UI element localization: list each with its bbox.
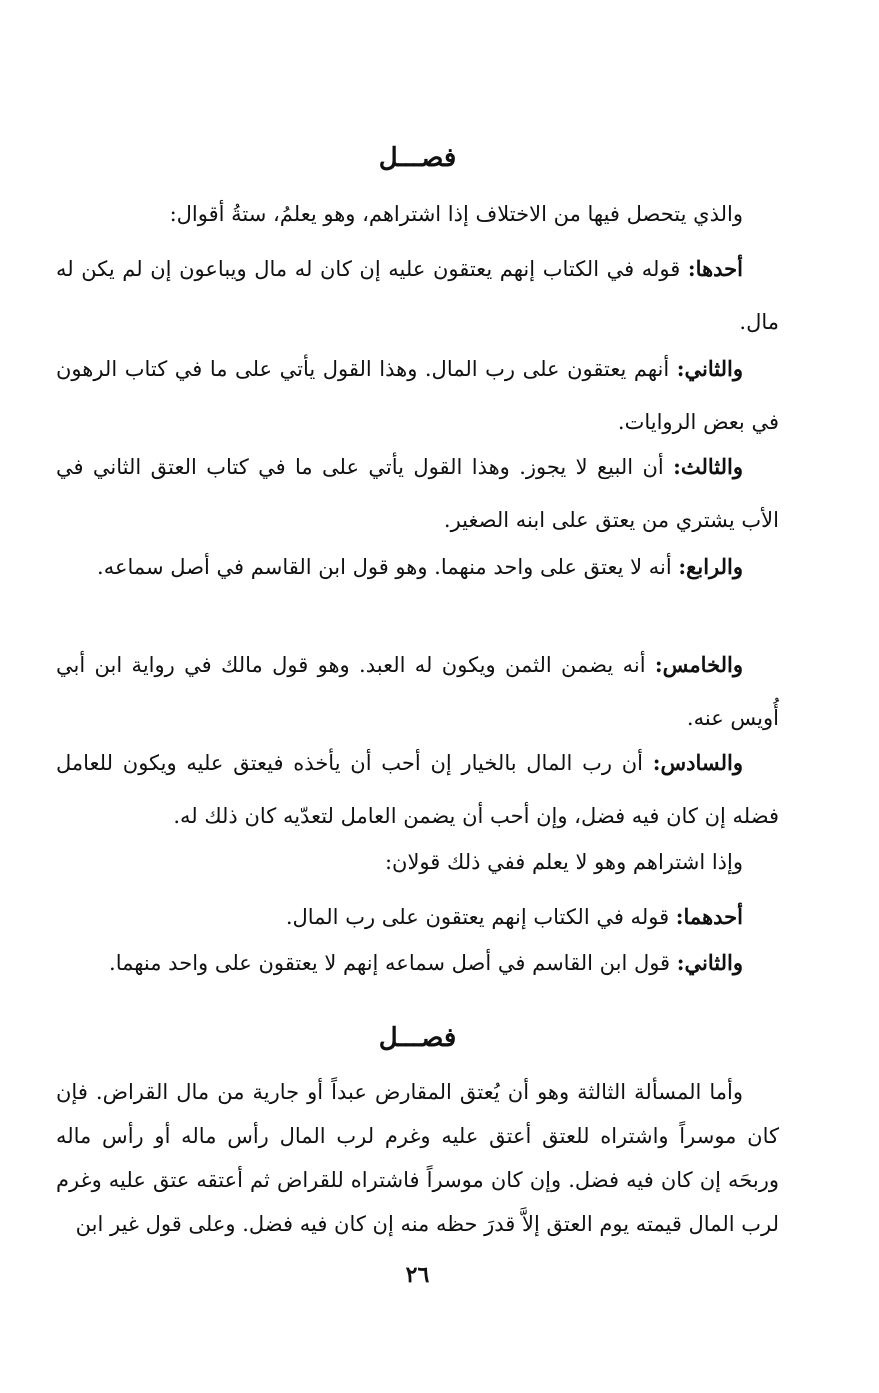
opinion-6-text: أن رب المال بالخيار إن أحب أن يأخذه فيعتق عليه ويكون للعامل فضله إن كان فيه فضل، وإن أحب أن يضمن العامل لتعدّيه كان ذلك له. xyxy=(56,751,779,828)
opinion-2-lead: والثاني: xyxy=(676,356,743,381)
unknowing-opinion-1-lead: أحدهما: xyxy=(675,904,743,929)
unknowing-opinion-1-text: قوله في الكتاب إنهم يعتقون على رب المال. xyxy=(285,905,676,929)
opinion-3-text: أن البيع لا يجوز. وهذا القول يأتي على ما في كتاب العتق الثاني في الأب يشتري من يعتق على ابنه الصغير. xyxy=(56,455,779,532)
opinion-6 xyxy=(56,736,779,843)
opinion-4 xyxy=(56,540,779,594)
unknowing-opinion-2-text: قول ابن القاسم في أصل سماعه إنهم لا يعتقون على واحد منهما. xyxy=(109,951,677,975)
opinion-3 xyxy=(56,440,779,547)
opinion-6-lead: والسادس: xyxy=(652,750,743,775)
opinion-5-lead: والخامس: xyxy=(654,652,743,677)
opinion-5-text: أنه يضمن الثمن ويكون له العبد. وهو قول مالك في رواية ابن أبي أُويس عنه. xyxy=(56,653,779,730)
opinion-4-text: أنه لا يعتق على واحد منهما. وهو قول ابن القاسم في أصل سماعه. xyxy=(97,555,679,579)
opinion-1-lead: أحدها: xyxy=(687,256,743,281)
section-heading-2: فصـــل xyxy=(378,1023,457,1053)
opinion-1-text: قوله في الكتاب إنهم يعتقون عليه إن كان له مال ويباعون إن لم يكن له مال. xyxy=(56,257,779,334)
page-number: ٢٦ xyxy=(405,1262,430,1288)
unknowing-opinion-2-lead: والثاني: xyxy=(676,950,743,975)
opinion-3-lead: والثالث: xyxy=(673,454,743,479)
opinion-2 xyxy=(56,342,779,449)
section-heading: فصـــل xyxy=(378,143,457,173)
opinion-5 xyxy=(56,638,779,745)
intro-paragraph: والذي يتحصل فيها من الاختلاف إذا اشتراهم، وهو يعلمُ، ستةُ أقوال: xyxy=(169,202,743,226)
section-2-paragraph: وأما المسألة الثالثة وهو أن يُعتق المقارض عبداً أو جارية من مال القراض. فإن كان موسراً واشتراه للعتق أعتق عليه وغرم لرب المال رأس ماله أو رأس ماله وربحَه إن كان فيه فضل. وإن كان موسراً فاشتراه للقراض ثم أعتقه عتق عليه وغرم لرب المال قيمته يوم العتق إلاَّ قدرَ حظه منه إن كان فيه فضل. وعلى قول غير ابن xyxy=(56,1080,779,1236)
opinion-4-lead: والرابع: xyxy=(678,554,743,579)
unknowing-intro: وإذا اشتراهم وهو لا يعلم ففي ذلك قولان: xyxy=(384,850,743,874)
unknowing-opinion-2 xyxy=(56,936,779,990)
opinion-1 xyxy=(56,242,779,349)
opinion-2-text: أنهم يعتقون على رب المال. وهذا القول يأتي على ما في كتاب الرهون في بعض الروايات. xyxy=(56,357,779,434)
document-page xyxy=(56,0,779,1393)
